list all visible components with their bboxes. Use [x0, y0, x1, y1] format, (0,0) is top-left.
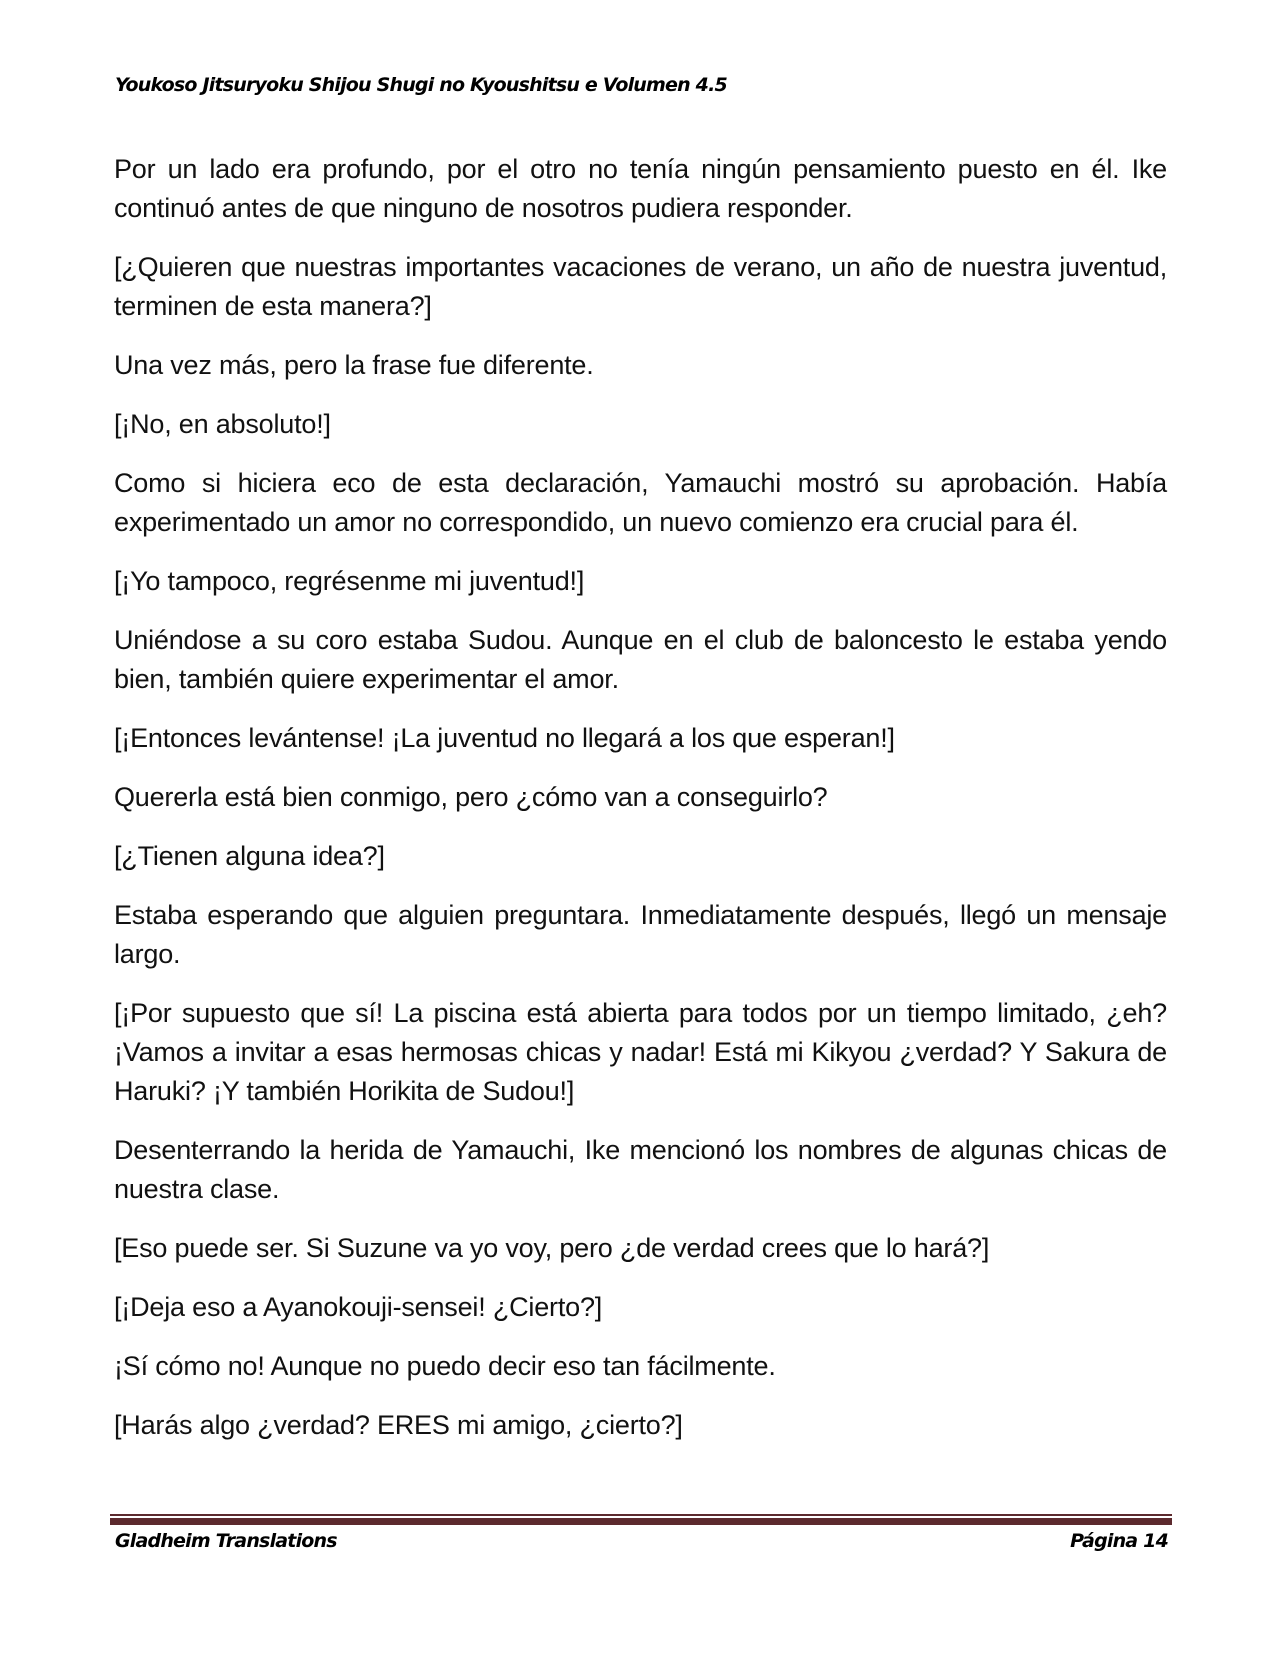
paragraph: [¡No, en absoluto!] [114, 409, 331, 439]
paragraph: [¡Yo tampoco, regrésenme mi juventud!] [114, 566, 585, 596]
paragraph: [Harás algo ¿verdad? ERES mi amigo, ¿cierto?] [114, 1410, 683, 1440]
paragraph: [¿Tienen alguna idea?] [114, 841, 385, 871]
paragraph: [¡Entonces levántense! ¡La juventud no llegará a los que esperan!] [114, 723, 895, 753]
paragraph: Una vez más, pero la frase fue diferente. [114, 350, 594, 380]
paragraph: [¡Por supuesto que sí! La piscina está abierta para todos por un tiempo limitado, ¿eh? ¡Vamos a invitar a esas hermosas chicas y nadar! Está mi Kikyou ¿verdad? Y Sakura de Haruki? ¡Y también Horikita de Sudou!] [114, 998, 1167, 1106]
paragraph: Estaba esperando que alguien preguntara. Inmediatamente después, llegó un mensaje largo. [114, 900, 1167, 969]
paragraph: ¡Sí cómo no! Aunque no puedo decir eso tan fácilmente. [114, 1351, 776, 1381]
paragraph: Desenterrando la herida de Yamauchi, Ike mencionó los nombres de algunas chicas de nuestra clase. [114, 1135, 1167, 1204]
footer-divider [110, 1514, 1172, 1525]
paragraph: [¡Deja eso a Ayanokouji-sensei! ¿Cierto?] [114, 1292, 603, 1322]
paragraph: Quererla está bien conmigo, pero ¿cómo van a conseguirlo? [114, 782, 828, 812]
paragraph: Por un lado era profundo, por el otro no tenía ningún pensamiento puesto en él. Ike continuó antes de que ninguno de nosotros pudiera responder. [114, 154, 1167, 223]
footer-divider-band [110, 1518, 1172, 1523]
footer-page-number: Página 14 [1070, 1530, 1168, 1552]
page-body [114, 150, 1167, 1465]
paragraph: Uniéndose a su coro estaba Sudou. Aunque en el club de baloncesto le estaba yendo bien, también quiere experimentar el amor. [114, 625, 1167, 694]
paragraph: Como si hiciera eco de esta declaración, Yamauchi mostró su aprobación. Había experimentado un amor no correspondido, un nuevo comienzo era crucial para él. [114, 468, 1167, 537]
footer-translator: Gladheim Translations [115, 1530, 337, 1552]
paragraph: [Eso puede ser. Si Suzune va yo voy, pero ¿de verdad crees que lo hará?] [114, 1233, 990, 1263]
running-header: Youkoso Jitsuryoku Shijou Shugi no Kyoushitsu e Volumen 4.5 [115, 74, 727, 96]
paragraph: [¿Quieren que nuestras importantes vacaciones de verano, un año de nuestra juventud, terminen de esta manera?] [114, 252, 1167, 321]
